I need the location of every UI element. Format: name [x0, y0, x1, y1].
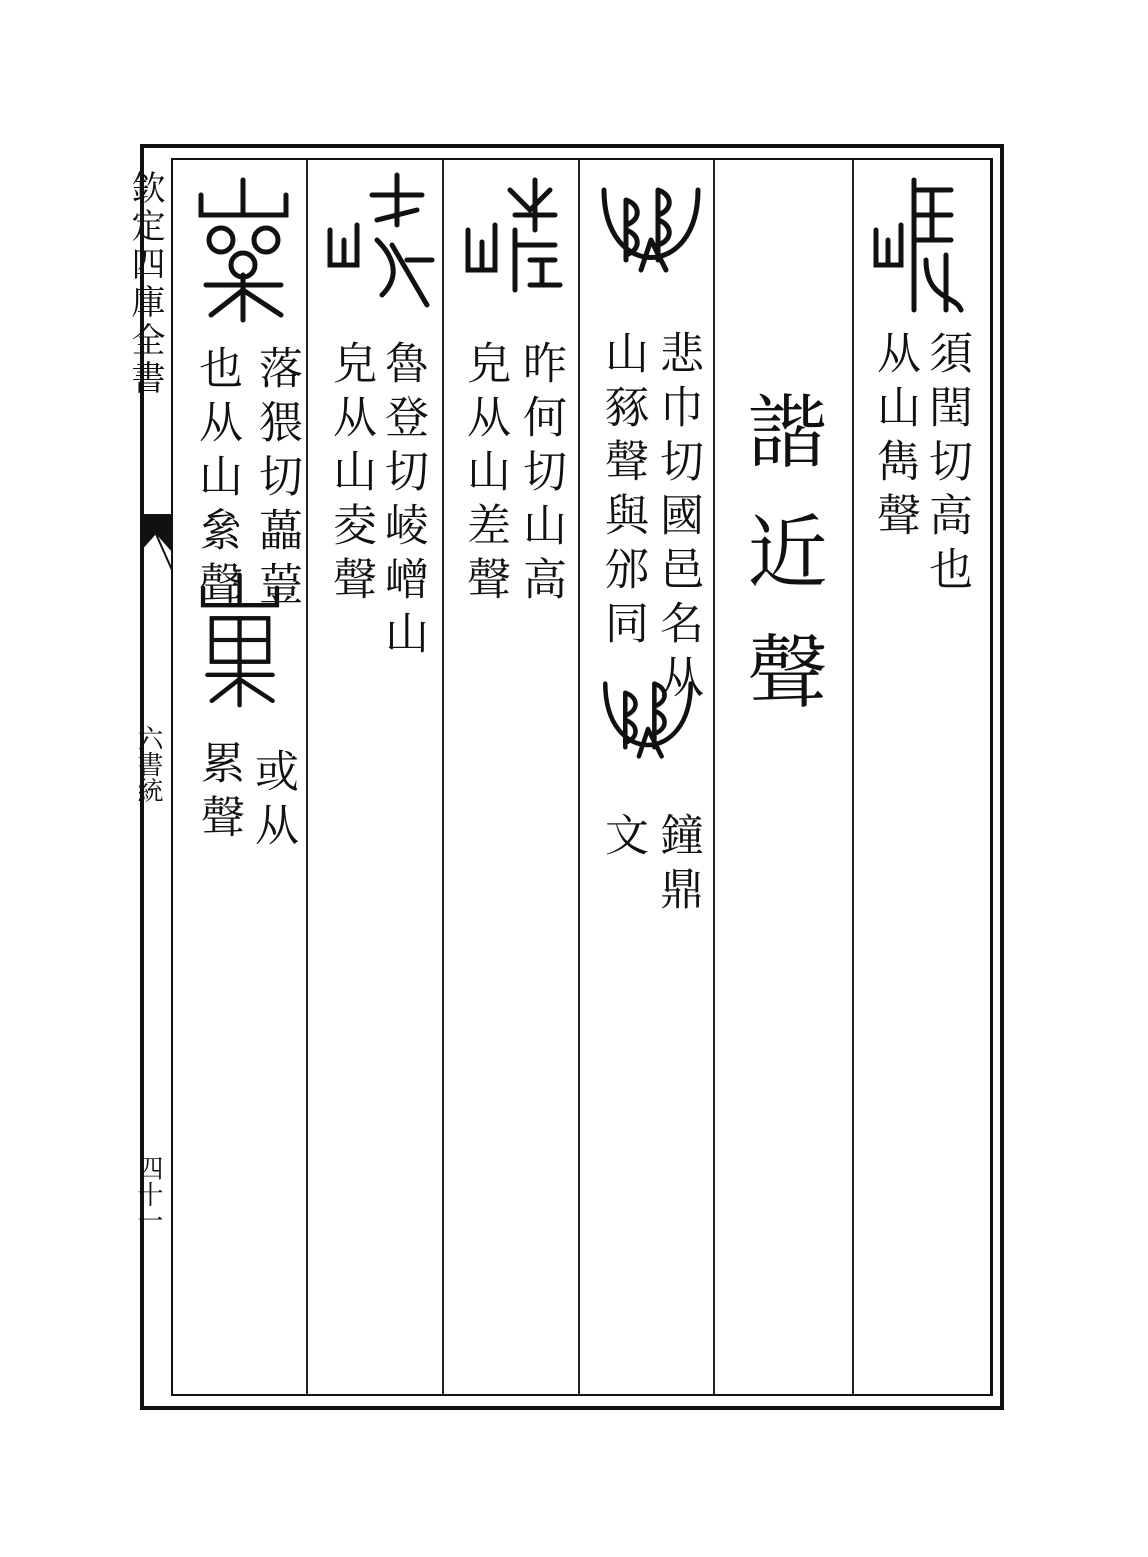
margin-title: 欽定四庫全書 [125, 170, 165, 398]
column-rule [306, 160, 308, 1394]
margin-book-title: 六書統 [133, 725, 163, 803]
entry-gloss-line: 也从山絫聲 [191, 345, 242, 615]
column-rule [852, 160, 854, 1394]
seal-script-variant [190, 565, 290, 715]
section-heading: 諧近聲 [734, 390, 827, 750]
margin-page-number: 四十一 [133, 1155, 163, 1233]
entry-gloss-line: 須閏切高也 [921, 330, 972, 600]
entry-gloss-line: 山豩聲與邠同 [597, 330, 648, 654]
column-rule [578, 160, 580, 1394]
column-rule [713, 160, 715, 1394]
seal-script-character [186, 165, 301, 325]
seal-script-variant [598, 665, 698, 775]
entry-gloss-line: 落猥切藟䔇 [251, 345, 302, 615]
fishtail-mark [138, 512, 174, 572]
entry-gloss-line: 皃从山差聲 [459, 340, 510, 610]
entry-gloss-line: 从山雋聲 [869, 330, 920, 546]
variant-note-line: 或从 [247, 748, 298, 856]
entry-gloss-line: 皃从山夌聲 [325, 340, 376, 610]
seal-script-character [460, 170, 570, 300]
seal-script-character [596, 170, 706, 290]
column-rule [442, 160, 444, 1394]
entry-gloss-line: 魯登切崚嶒山 [377, 340, 428, 664]
variant-note-line: 文 [597, 812, 648, 866]
seal-script-character [866, 170, 976, 320]
seal-script-character [322, 165, 437, 315]
entry-gloss-line: 昨何切山高 [515, 340, 566, 610]
variant-note-line: 鐘鼎 [652, 812, 703, 920]
entry-gloss-line: 悲巾切國邑名从 [652, 330, 703, 708]
variant-note-line: 累聲 [193, 740, 244, 848]
